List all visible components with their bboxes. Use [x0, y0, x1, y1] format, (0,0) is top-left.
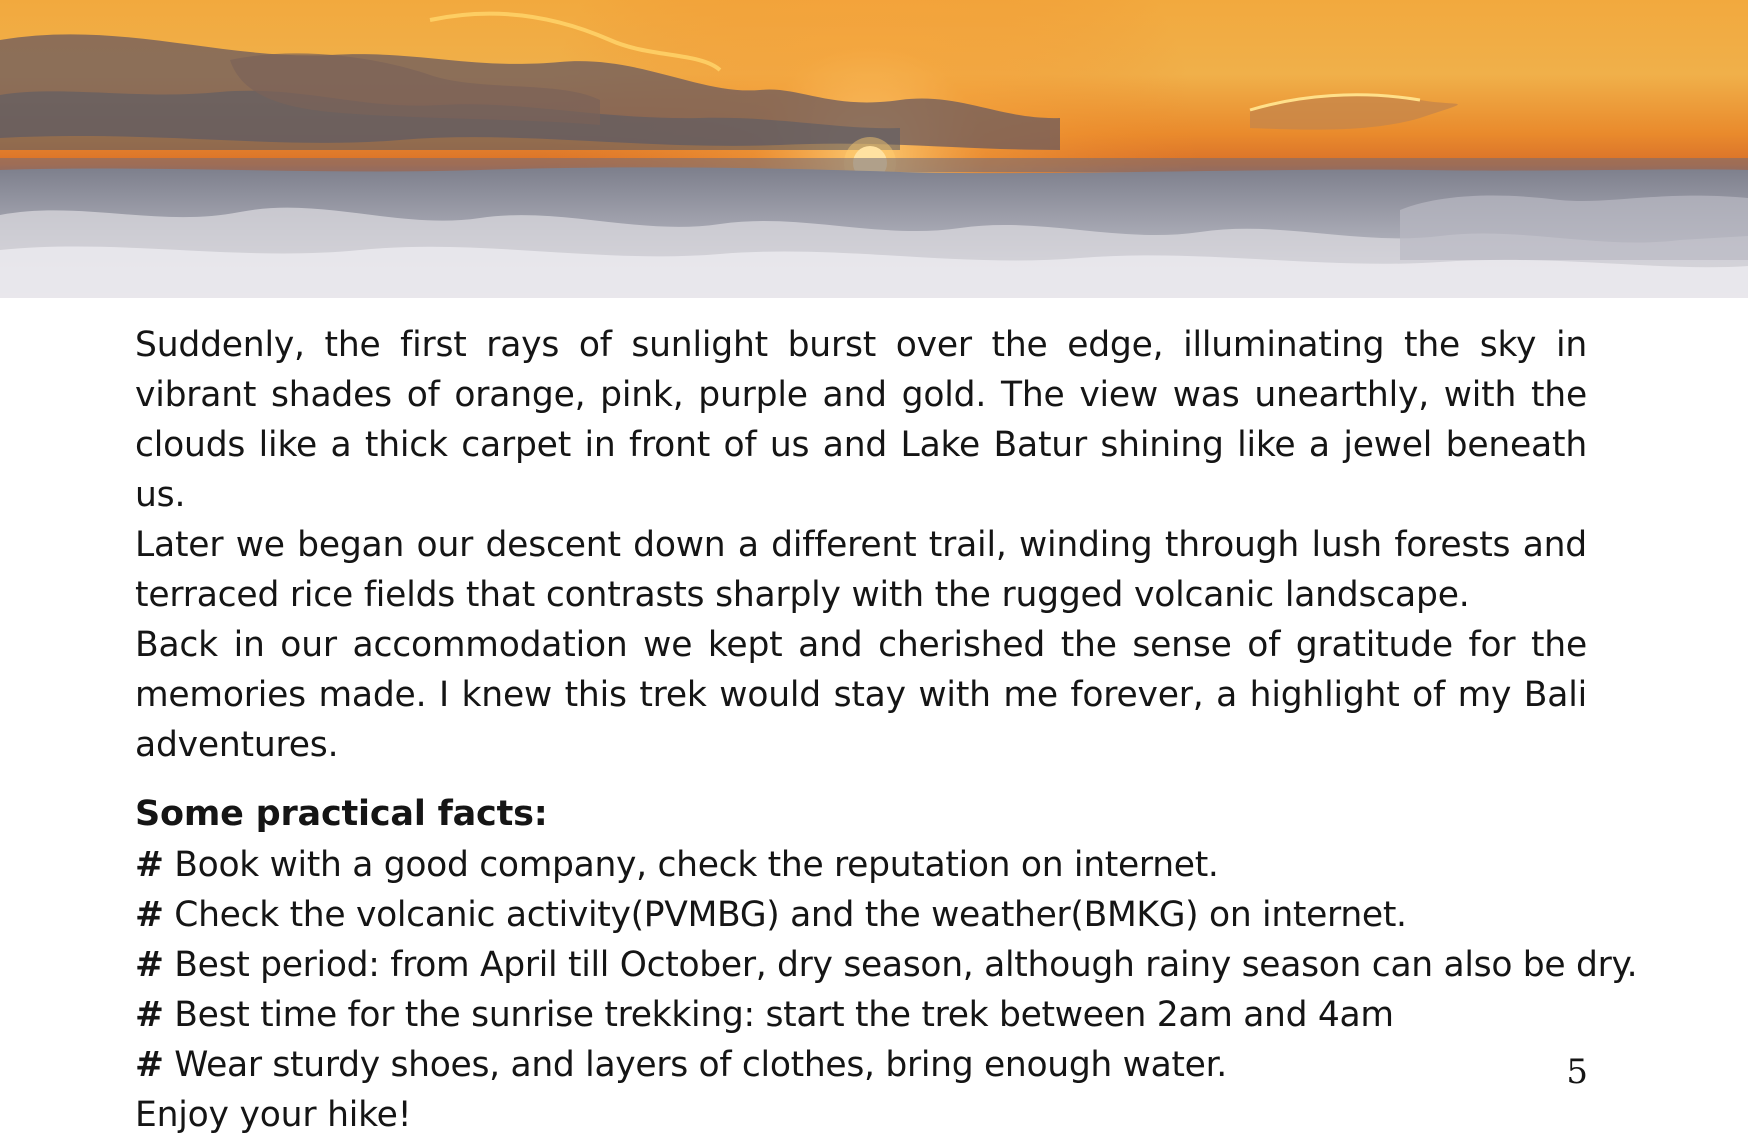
fact-item — [135, 890, 1587, 940]
practical-facts-section — [135, 788, 1638, 1140]
sunrise-photo — [0, 0, 1748, 298]
fact-item — [135, 940, 1638, 990]
fact-text: Wear sturdy shoes, and layers of clothes, bring enough water. — [163, 1045, 1227, 1085]
article-body — [135, 320, 1638, 1140]
page-number: 5 — [1566, 1052, 1588, 1092]
fact-text: Best period: from April till October, dry season, although rainy season can also be dry. — [163, 945, 1638, 985]
fact-item — [135, 840, 1587, 890]
paragraph-sunrise: Suddenly, the first rays of sunlight burst over the edge, illuminating the sky in vibrant shades of orange, pink, purple and gold. The view was unearthly, with the clouds like a thick carpet in front of us and Lake Batur shining like a jewel beneath us. — [135, 325, 1587, 515]
hash-marker: # — [135, 895, 164, 935]
hash-marker: # — [135, 945, 164, 985]
paragraph-gratitude: Back in our accommodation we kept and cherished the sense of gratitude for the memories made. I knew this trek would stay with me forever, a highlight of my Bali adventures. — [135, 625, 1587, 765]
paragraph-descent: Later we began our descent down a different trail, winding through lush forests and terraced rice fields that contrasts sharply with the rugged volcanic landscape. — [135, 525, 1587, 615]
closing-line: Enjoy your hike! — [135, 1095, 412, 1135]
hash-marker: # — [135, 995, 164, 1035]
sunrise-over-clouds-image — [0, 0, 1748, 298]
fact-text: Check the volcanic activity(PVMBG) and the weather(BMKG) on internet. — [163, 895, 1407, 935]
fact-item — [135, 990, 1587, 1040]
fact-item — [135, 1040, 1587, 1090]
hash-marker: # — [135, 1045, 164, 1085]
fact-text: Book with a good company, check the reputation on internet. — [163, 845, 1219, 885]
fact-text: Best time for the sunrise trekking: start the trek between 2am and 4am — [163, 995, 1394, 1035]
hash-marker: # — [135, 845, 164, 885]
practical-facts-heading: Some practical facts: — [135, 794, 548, 834]
